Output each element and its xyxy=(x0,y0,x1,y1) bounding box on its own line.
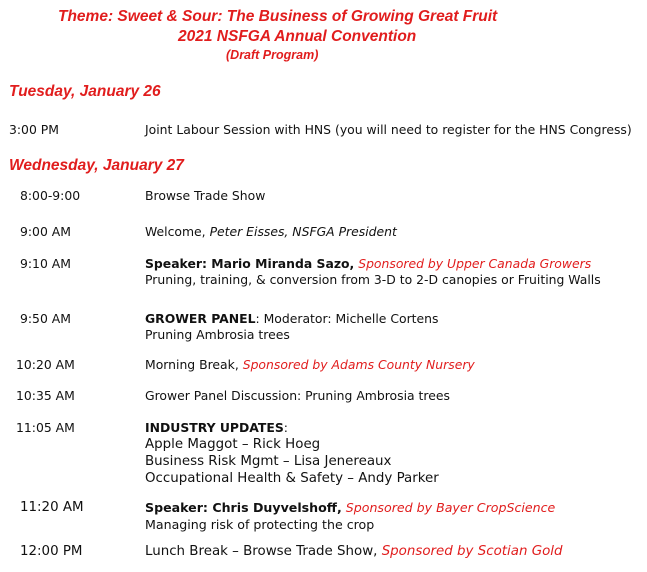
time: 10:20 AM xyxy=(16,357,75,372)
sponsor-text: Sponsored by Scotian Gold xyxy=(381,544,563,559)
presenter-name: Peter Eisses, NSFGA President xyxy=(209,224,397,239)
description xyxy=(145,224,640,240)
sponsor-text: Sponsored by Bayer CropScience xyxy=(341,500,556,515)
convention-title: 2021 NSFGA Annual Convention xyxy=(178,28,417,45)
time: 9:10 AM xyxy=(20,256,71,271)
time: 12:00 PM xyxy=(20,544,83,559)
description-text: Welcome, xyxy=(145,224,210,239)
time: 9:00 AM xyxy=(20,224,71,239)
time: 11:20 AM xyxy=(20,500,84,515)
updates-colon: : xyxy=(283,420,288,435)
time: 8:00-9:00 xyxy=(20,188,81,203)
time: 10:35 AM xyxy=(16,388,75,403)
moderator-text: : Moderator: Michelle Cortens xyxy=(255,311,439,326)
speaker-label: Speaker: Chris Duyvelshoff, xyxy=(145,500,342,515)
description-text: Browse Trade Show xyxy=(145,188,266,203)
updates-label: INDUSTRY UPDATES xyxy=(145,420,284,435)
sponsor-text: Sponsored by Upper Canada Growers xyxy=(354,256,592,271)
theme-title: Theme: Sweet & Sour: The Business of Growing Great Fruit xyxy=(58,8,498,25)
session-topic: Managing risk of protecting the crop xyxy=(145,517,375,532)
description xyxy=(145,357,640,373)
day-heading-tuesday: Tuesday, January 26 xyxy=(9,83,161,100)
speaker-label: Speaker: Mario Miranda Sazo, xyxy=(145,256,355,271)
panel-label: GROWER PANEL xyxy=(145,311,256,326)
session-topic: Pruning Ambrosia trees xyxy=(145,326,290,342)
day-heading-wednesday: Wednesday, January 27 xyxy=(9,157,184,174)
description xyxy=(145,388,640,404)
update-item: Occupational Health & Safety – Andy Parker xyxy=(145,470,439,486)
time: 3:00 PM xyxy=(9,122,59,137)
description-text: Morning Break, xyxy=(145,357,243,372)
update-item: Business Risk Mgmt – Lisa Jenereaux xyxy=(145,453,392,469)
time: 11:05 AM xyxy=(16,420,75,435)
draft-label: (Draft Program) xyxy=(226,48,319,62)
description xyxy=(145,188,640,204)
description xyxy=(145,499,640,533)
description-text: Lunch Break – Browse Trade Show, xyxy=(145,544,382,559)
description xyxy=(145,420,640,487)
time: 9:50 AM xyxy=(20,311,71,326)
description xyxy=(145,256,640,287)
description xyxy=(145,543,640,560)
description-text: Joint Labour Session with HNS (you will need to register for the HNS Congress) xyxy=(145,122,632,137)
description xyxy=(145,311,640,342)
description xyxy=(145,122,640,138)
session-topic: Pruning, training, & conversion from 3-D to 2-D canopies or Fruiting Walls xyxy=(145,271,601,287)
update-item: Apple Maggot – Rick Hoeg xyxy=(145,436,321,452)
sponsor-text: Sponsored by Adams County Nursery xyxy=(242,357,475,372)
description-text: Grower Panel Discussion: Pruning Ambrosia trees xyxy=(145,388,450,403)
